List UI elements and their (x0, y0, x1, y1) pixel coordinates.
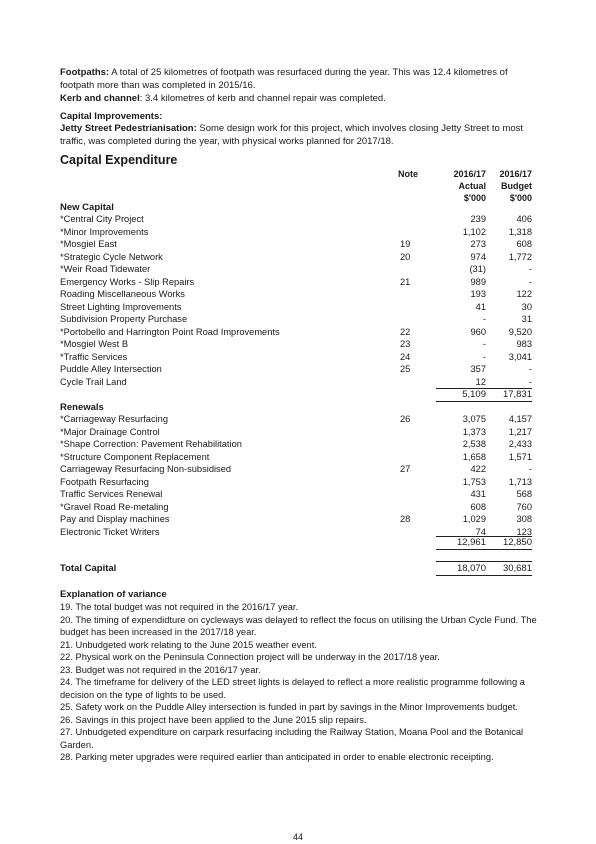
table-row (60, 288, 535, 301)
table-row (60, 463, 535, 476)
row-actual: 1,753 (462, 476, 486, 487)
renewals-subtotal-budget: 12,850 (502, 537, 532, 548)
variance-title: Explanation of variance (60, 589, 167, 600)
row-name: *Portobello and Harrington Point Road Improvements (60, 326, 280, 337)
table-row (60, 313, 535, 326)
table-row (60, 276, 535, 289)
row-name: Street Lighting Improvements (60, 301, 182, 312)
row-actual: 41 (475, 301, 486, 312)
row-actual: - (482, 339, 486, 349)
row-actual: 273 (470, 239, 486, 249)
new-capital-subtotal-actual: 5,109 (462, 389, 486, 400)
footpaths-paragraph (60, 66, 540, 92)
row-name: *Shape Correction: Pavement Rehabilitation (60, 439, 242, 449)
row-budget: 1,217 (508, 426, 532, 437)
row-actual: 1,102 (462, 226, 486, 237)
row-actual: 1,373 (462, 426, 486, 437)
total-rule-bottom (436, 575, 532, 576)
renewals-title: Renewals (60, 402, 104, 413)
row-budget: 760 (516, 501, 532, 512)
table-row (60, 226, 535, 239)
jetty-label: Jetty Street Pedestrianisation: (60, 123, 197, 134)
row-actual: 74 (475, 526, 486, 537)
table-row (60, 513, 535, 526)
row-budget: 1,571 (508, 451, 532, 462)
row-actual: 239 (470, 214, 486, 224)
variance-item: 22. Physical work on the Peninsula Connection project will be underway in the 2017/18 year. (60, 652, 440, 662)
row-note: 28 (400, 514, 411, 524)
row-name: Footpath Resurfacing (60, 476, 149, 487)
variance-item: 27. Unbudgeted expenditure on carpark resurfacing including the Railway Station, Moana Pool and the Botanical Garden. (60, 727, 524, 750)
variance-item: 23. Budget was not required in the 2016/17 year. (60, 664, 261, 675)
row-note: 27 (400, 464, 411, 474)
row-budget: 406 (516, 214, 532, 224)
row-actual: 431 (470, 489, 486, 499)
footpaths-text: A total of 25 kilometres of footpath was resurfaced during the year. This was 12.4 kilometres of footpath more than was completed in 2015/16. (60, 67, 508, 91)
row-actual: 974 (470, 251, 486, 262)
variance-item: 24. The timeframe for delivery of the LED street lights is delayed to reflect a more realistic programme following a decision on the type of lights to be used. (60, 677, 525, 700)
table-row (60, 451, 535, 464)
table-row (60, 338, 535, 351)
row-name: Electronic Ticket Writers (60, 526, 160, 537)
note-column-header: Note (398, 169, 418, 179)
row-budget: - (528, 464, 532, 474)
row-budget: 122 (516, 289, 532, 299)
table-row (60, 363, 535, 376)
table-row (60, 251, 535, 264)
row-actual: 357 (470, 364, 486, 374)
page-number: 44 (292, 832, 303, 842)
row-name: *Mosgiel West B (60, 339, 129, 349)
capital-improvements-label: Capital Improvements: (60, 111, 163, 122)
variance-list (60, 601, 540, 764)
new-capital-subtotal-budget: 17,831 (502, 389, 532, 400)
row-note: 24 (400, 351, 411, 362)
row-name: Pay and Display machines (60, 514, 170, 524)
row-budget: 1,318 (508, 226, 532, 237)
row-actual: 1,658 (462, 451, 486, 462)
actual-column-header: 2016/17 Actual $'000 (453, 169, 486, 203)
row-note: 21 (400, 276, 411, 287)
row-note: 26 (400, 414, 411, 424)
row-name: *Weir Road Tidewater (60, 264, 151, 274)
row-actual: 422 (470, 464, 486, 474)
table-row (60, 413, 535, 426)
capital-expenditure-heading: Capital Expenditure (60, 153, 178, 167)
table-row (60, 476, 535, 489)
row-note: 25 (400, 364, 411, 374)
row-note: 23 (400, 339, 411, 349)
variance-item: 25. Safety work on the Puddle Alley intersection is funded in part by savings in the Minor Improvements budget. (60, 702, 518, 712)
table-row (60, 488, 535, 501)
total-capital-label: Total Capital (60, 563, 117, 574)
budget-column-header: 2016/17 Budget $'000 (499, 169, 532, 203)
row-budget: - (528, 364, 532, 374)
row-note: 20 (400, 251, 411, 262)
variance-item: 26. Savings in this project have been applied to the June 2015 slip repairs. (60, 714, 367, 725)
row-actual: 989 (470, 276, 486, 287)
row-budget: 1,772 (508, 251, 532, 262)
row-budget: 31 (521, 314, 532, 324)
row-budget: 123 (516, 526, 532, 537)
row-budget: 568 (516, 489, 532, 499)
footpaths-label: Footpaths: (60, 67, 110, 78)
row-name: *Traffic Services (60, 351, 128, 362)
row-budget: 2,433 (508, 439, 532, 449)
table-row (60, 351, 535, 364)
row-actual: 3,075 (462, 414, 486, 424)
new-capital-title: New Capital (60, 202, 114, 213)
row-name: Roading Miscellaneous Works (60, 289, 185, 299)
total-capital-actual: 18,070 (456, 563, 486, 574)
row-name: *Strategic Cycle Network (60, 251, 163, 262)
jetty-paragraph (60, 122, 540, 148)
row-budget: 983 (516, 339, 532, 349)
row-name: Puddle Alley Intersection (60, 364, 162, 374)
row-budget: 1,713 (508, 476, 532, 487)
jetty-text: Some design work for this project, which involves closing Jetty Street to most traffic, was completed during the year, with physical works planned for 2017/18. (60, 123, 524, 147)
row-name: Emergency Works - Slip Repairs (60, 276, 195, 287)
row-name: *Major Drainage Control (60, 426, 160, 437)
table-row (60, 263, 535, 276)
row-actual: 1,029 (462, 514, 486, 524)
row-budget: - (528, 376, 532, 387)
row-actual: (31) (469, 264, 486, 274)
table-row (60, 438, 535, 451)
total-capital-budget: 30,681 (502, 563, 532, 574)
row-name: Traffic Services Renewal (60, 489, 163, 499)
subtotal-rule-bottom (436, 401, 532, 402)
table-row (60, 501, 535, 514)
table-row (60, 238, 535, 251)
row-budget: 9,520 (508, 326, 532, 337)
row-budget: 30 (521, 301, 532, 312)
table-row (60, 301, 535, 314)
row-name: *Central City Project (60, 214, 144, 224)
row-budget: 608 (516, 239, 532, 249)
kerb-text: : 3.4 kilometres of kerb and channel repair was completed. (139, 93, 386, 104)
row-name: *Minor Improvements (60, 226, 149, 237)
kerb-label: Kerb and channel (60, 93, 140, 104)
row-name: *Structure Component Replacement (60, 451, 210, 462)
row-budget: - (528, 276, 532, 287)
row-actual: 2,538 (462, 439, 486, 449)
table-row (60, 213, 535, 226)
variance-item: 28. Parking meter upgrades were required earlier than anticipated in order to enable electronic receipting. (60, 752, 494, 762)
total-capital-row (60, 562, 535, 575)
row-actual: 12 (475, 376, 486, 387)
row-budget: 4,157 (508, 414, 532, 424)
renewals-subtotal-row (60, 536, 535, 549)
row-note: 22 (400, 326, 411, 337)
row-name: Carriageway Resurfacing Non-subsidised (60, 464, 232, 474)
kerb-paragraph (60, 92, 540, 105)
table-row (60, 376, 535, 389)
row-actual: - (482, 351, 486, 362)
row-name: *Carriageway Resurfacing (60, 414, 168, 424)
variance-item: 20. The timing of expendidture on cycleways was delayed to reflect the focus on utilising the Urban Cycle Fund. The budget has been increased in the 2017/18 year. (60, 614, 537, 637)
variance-item: 19. The total budget was not required in the 2016/17 year. (60, 602, 299, 612)
row-actual: 193 (470, 289, 486, 299)
row-name: *Mosgiel East (60, 239, 117, 249)
row-note: 19 (400, 239, 411, 249)
row-name: Subdivision Property Purchase (60, 314, 188, 324)
table-row (60, 326, 535, 339)
row-budget: 3,041 (508, 351, 532, 362)
renewals-rule-bottom (436, 549, 532, 550)
row-actual: 960 (470, 326, 486, 337)
renewals-subtotal-actual: 12,961 (456, 537, 486, 548)
row-budget: - (528, 264, 532, 274)
new-capital-subtotal-row (60, 388, 535, 401)
table-row (60, 426, 535, 439)
row-actual: 608 (470, 501, 486, 512)
variance-item: 21. Unbudgeted work relating to the June 2015 weather event. (60, 639, 317, 650)
row-budget: 308 (516, 514, 532, 524)
row-name: Cycle Trail Land (60, 376, 127, 387)
row-actual: - (482, 314, 486, 324)
row-name: *Gravel Road Re-metaling (60, 501, 169, 512)
